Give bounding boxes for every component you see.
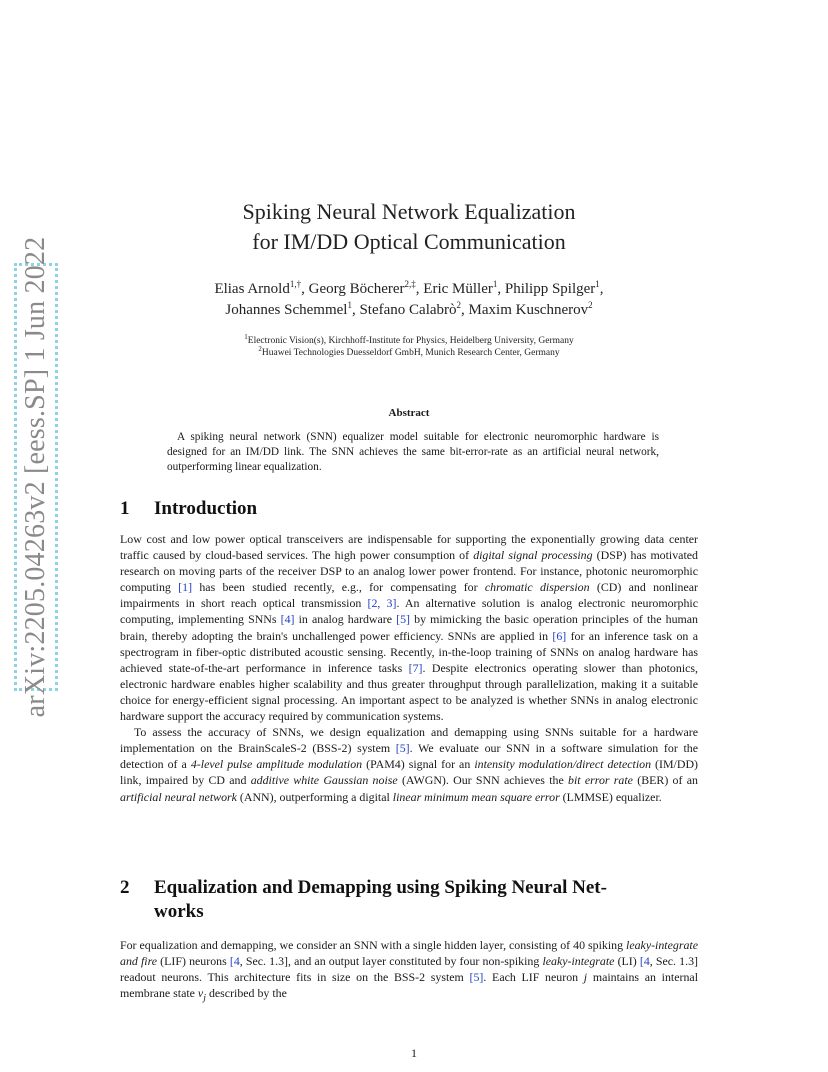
arxiv-stamp[interactable] [14, 236, 58, 718]
page-number: 1 [411, 1046, 417, 1060]
citation-link[interactable]: [6] [552, 628, 567, 643]
abstract-text: A spiking neural network (SNN) equalizer model suitable for electronic neuromorphic hardware is designed for an IM/DD link. The SNN achieves the same bit-error-rate as an artificial neural network, outperforming linear equalization. [167, 431, 659, 473]
emphasis: additive white Gaussian noise [250, 773, 398, 788]
author-name: , Georg Böcherer [301, 281, 405, 297]
author-name: Elias Arnold [214, 281, 290, 297]
citation-link[interactable]: [7] [408, 660, 423, 675]
affiliation-2: $^2$Huawei Technologies Duesseldorf GmbH, Munich Research Center, Germany [258, 344, 560, 358]
section-1-body [120, 531, 698, 805]
citation-link[interactable]: [4] [280, 612, 295, 627]
section-number: 2 [120, 877, 130, 898]
author-name: , Stefano Calabrò [351, 302, 457, 318]
author-affil-mark: 1 [347, 300, 352, 310]
author-name: , Philipp Spilger [497, 281, 596, 297]
author-affil-mark: 1,† [289, 279, 302, 289]
author-separator: , [599, 281, 604, 297]
abstract-heading: Abstract [388, 407, 430, 419]
paragraph: For equalization and demapping, we consider an SNN with a single hidden layer, consisting of 40 spiking leaky-integrate and fire (LIF) neurons [4, Sec. 1.3], and an output layer constituted by four non-spiking leaky-integrate (LI) [4, Sec. 1.3] readout neurons. This architecture fits in size on the BSS-2 system [5]. Each LIF neuron j maintains an internal membrane state $v_j$ described by the [120, 938, 698, 1004]
citation-link[interactable]: [5] [469, 970, 484, 985]
emphasis: chromatic dispersion [484, 580, 590, 595]
paper-title [120, 197, 698, 257]
affiliation-1: $^1$Electronic Vision(s), Kirchhoff-Institute for Physics, Heidelberg University, Germany [244, 332, 574, 346]
paragraph: Low cost and low power optical transceivers are indispensable for supporting the exponentially growing data center traffic caused by cloud-based services. The high power consumption of digital signal processing (DSP) has motivated research on moving parts of the receiver DSP to an analog lower power frontend. For instance, photonic neuromorphic computing [1] has been studied recently, e.g., for compensating for chromatic dispersion (CD) and nonlinear impairments in short reach optical transmission [2, 3]. An alternative solution is analog electronic neuromorphic computing, implementing SNNs [4] in analog hardware [5] by mimicking the basic operation principles of the human brain, thereby adopting the brain's unchallenged power efficiency. SNNs are applied in [6] for an inference task on a spectrogram in fiber-optic distributed acoustic sensing. Recently, in-the-loop training of SNNs on analog hardware has achieved state-of-the-art performance in inference tasks [7]. Despite electronics operating slower than photonics, electronic hardware enables higher scalability and thus greater throughput through parallelization, making it a suitable choice for energy-efficient signal processing. An important aspect to be analyzed is whether SNNs in analog electronic hardware support the accuracy required by communication systems. [120, 532, 699, 724]
section-title: Equalization and Demapping using Spiking Neural Net- [154, 877, 607, 898]
author-affil-mark: 2 [588, 300, 593, 310]
affiliation-mark: 1 [244, 332, 248, 341]
authors-line-2 [120, 300, 698, 321]
section-1-heading [120, 497, 720, 521]
citation-link[interactable]: [1] [178, 580, 193, 595]
emphasis: linear minimum mean square error [392, 789, 560, 804]
title-line-1: Spiking Neural Network Equalization [242, 199, 576, 224]
emphasis: leaky-integrate [542, 954, 615, 969]
author-name: Johannes Schemmel [225, 302, 348, 318]
title-line-2: for IM/DD Optical Communication [252, 229, 566, 254]
author-list [120, 279, 698, 321]
math-subscript: j [203, 992, 206, 1004]
author-affil-mark: 2 [456, 300, 462, 310]
citation-link[interactable]: [4 [229, 954, 240, 969]
author-name: , Maxim Kuschnerov [461, 302, 589, 318]
section-title-continued: works [154, 901, 204, 922]
author-affil-mark: 1 [492, 279, 498, 289]
author-affil-mark: 1 [595, 279, 600, 289]
citation-link[interactable]: [4 [639, 954, 650, 969]
citation-link[interactable]: [5] [395, 741, 410, 756]
emphasis: leaky-integrate and fire [120, 938, 698, 969]
citation-link[interactable]: [5] [396, 612, 411, 627]
author-affil-mark: 2,‡ [404, 279, 416, 289]
emphasis: bit error rate [568, 773, 633, 788]
arxiv-stamp-text[interactable]: arXiv:2205.04263v2 [eess.SP] 1 Jun 2022 [20, 236, 51, 718]
paragraph: To assess the accuracy of SNNs, we design equalization and demapping using SNNs suitable for a hardware implementation on the BrainScaleS-2 (BSS-2) system [5]. We evaluate our SNN in a software simulation for the detection of a 4-level pulse amplitude modulation (PAM4) signal for an intensity modulation/direct detection (IM/DD) link, impaired by CD and additive white Gaussian noise (AWGN). Our SNN achieves the bit error rate (BER) of an artificial neural network (ANN), outperforming a digital linear minimum mean square error (LMMSE) equalizer. [120, 725, 698, 804]
emphasis: digital signal processing [473, 548, 593, 563]
section-number: 1 [120, 498, 130, 519]
emphasis: intensity modulation/direct detection [474, 757, 652, 772]
math-variable: v [197, 986, 204, 1001]
section-2-heading [120, 876, 720, 924]
emphasis: artificial neural network [120, 789, 237, 804]
math-variable: j [583, 970, 588, 985]
emphasis: 4-level pulse amplitude modulation [190, 757, 363, 772]
citation-link[interactable]: [2, 3] [367, 596, 397, 611]
section-title: Introduction [154, 498, 258, 519]
affiliation-mark: 2 [258, 344, 262, 353]
affiliations [120, 332, 698, 359]
author-name: , Eric Müller [415, 281, 493, 297]
section-2-body [120, 937, 698, 1007]
authors-line-1 [120, 279, 698, 300]
